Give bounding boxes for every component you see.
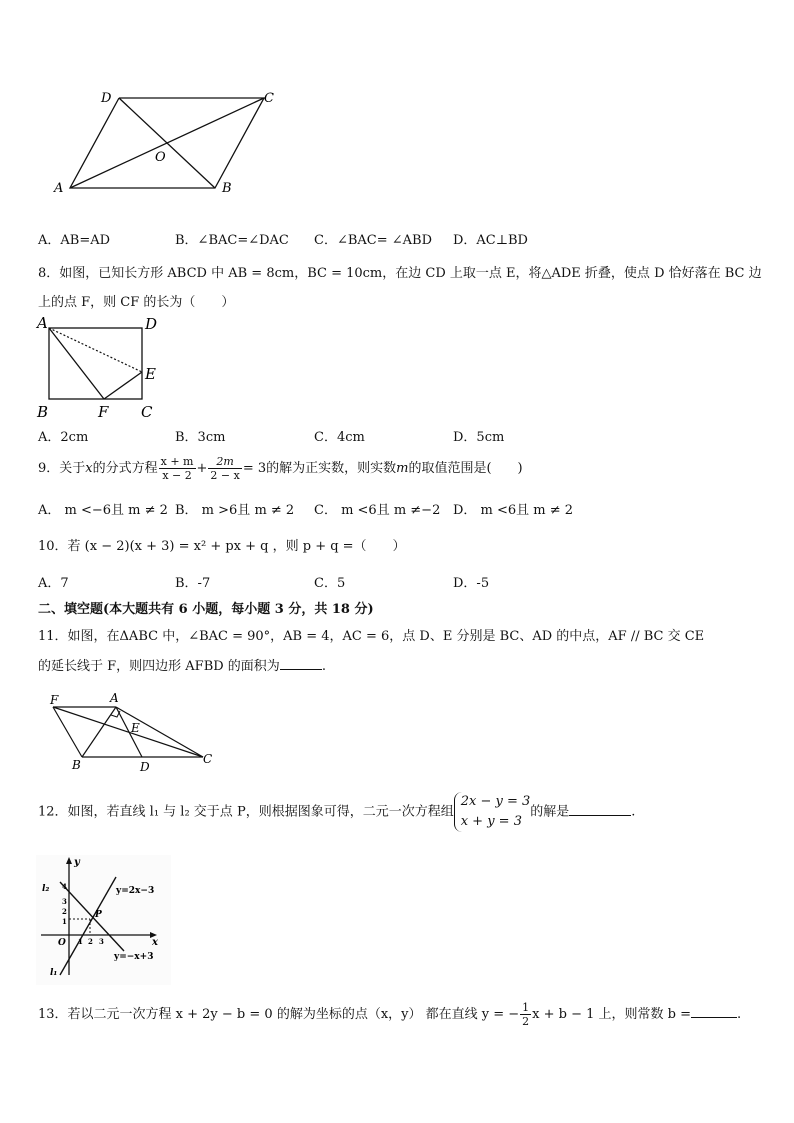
answer-blank[interactable]	[280, 657, 322, 670]
fraction-1: $\frac{x + m}{x - 2}$	[160, 455, 194, 482]
label-A: A	[37, 314, 48, 332]
label-E: E	[145, 365, 156, 383]
q8-line2: 上的点 F，则 CF 的长为（ ）	[38, 295, 235, 310]
q9-option-b[interactable]: B． m >6且 m ≠ 2	[175, 503, 295, 518]
figure-q12-graph	[36, 855, 171, 985]
label-C: C	[264, 91, 274, 106]
label-D: D	[101, 91, 112, 106]
q9-option-a[interactable]: A． m <−6且 m ≠ 2	[38, 503, 168, 518]
answer-blank[interactable]	[691, 1005, 737, 1018]
line-l2-label: l₂	[42, 884, 50, 894]
label-B: B	[222, 181, 232, 196]
label-F: F	[98, 403, 109, 421]
q7-option-d[interactable]: D．AC⊥BD	[453, 233, 528, 248]
label-D: D	[145, 315, 158, 333]
q9-question: 9．关于x的分式方程 $\frac{x + m}{x - 2}$ + $\frac{2m}{2 - x}$ = 3的解为正实数，则实数m的取值范围是( )	[38, 455, 523, 482]
q7-option-a[interactable]: A．AB=AD	[38, 233, 111, 248]
q10-question: 10．若 (x − 2)(x + 3) = x² + px + q ，则 p + q =（ ）	[38, 539, 406, 554]
tick-y-4: 4	[62, 882, 67, 891]
q7-option-c[interactable]: C．∠BAC= ∠ABD	[314, 233, 433, 248]
equation-system: 2x − y = 3 x + y = 3	[454, 792, 531, 832]
q7-option-b[interactable]: B．∠BAC=∠DAC	[175, 233, 289, 248]
tick-x-3: 3	[99, 937, 104, 946]
q9-option-c[interactable]: C． m <6且 m ≠−2	[314, 503, 441, 518]
label-C: C	[203, 752, 213, 766]
q8-options	[38, 426, 598, 444]
line-l1-label: l₁	[50, 968, 58, 978]
point-P-label: P	[95, 910, 102, 920]
fraction-2: $\frac{2m}{2 - x}$	[210, 455, 240, 482]
label-F: F	[50, 693, 59, 707]
label-E: E	[131, 721, 140, 735]
q9-options	[38, 499, 598, 517]
tick-x-1: 1	[78, 937, 83, 946]
q11-line1: 11．如图，在ΔABC 中，∠BAC = 90°，AB = 4，AC = 6，点 D、E 分别是 BC、AD 的中点，AF // BC 交 CE	[38, 629, 705, 644]
label-A: A	[54, 181, 64, 196]
q8-option-b[interactable]: B．3cm	[175, 430, 226, 445]
q9-option-d[interactable]: D． m <6且 m ≠ 2	[453, 503, 574, 518]
label-B: B	[72, 758, 81, 772]
tick-y-3: 3	[62, 897, 67, 906]
label-D: D	[140, 760, 150, 774]
line-a-equation: y=2x−3	[116, 886, 155, 896]
label-O: O	[155, 150, 166, 165]
tick-y-1: 1	[62, 917, 67, 926]
fraction-half: $\frac{1}{2}$	[522, 1001, 530, 1028]
q10-option-a[interactable]: A．7	[38, 576, 69, 591]
q10-option-b[interactable]: B．-7	[175, 576, 211, 591]
q8-option-d[interactable]: D．5cm	[453, 430, 505, 445]
figure-q11-triangle	[40, 687, 225, 775]
tick-x-2: 2	[88, 937, 93, 946]
tick-y-2: 2	[62, 907, 67, 916]
q10-option-c[interactable]: C．5	[314, 576, 346, 591]
section-heading-fill-in: 二、填空题(本大题共有 6 小题，每小题 3 分，共 18 分)	[38, 602, 374, 617]
q10-options	[38, 572, 598, 590]
q8-option-c[interactable]: C．4cm	[314, 430, 365, 445]
origin-label: O	[58, 938, 66, 948]
q13-question: 13．若以二元一次方程 x + 2y − b = 0 的解为坐标的点（x，y） 都在直线 y = − $\frac{1}{2}$ x + b − 1 上，则常数 b = .	[38, 1001, 742, 1028]
label-B: B	[37, 403, 49, 421]
axis-label-y: y	[74, 857, 80, 868]
label-A: A	[110, 691, 119, 705]
q8-option-a[interactable]: A．2cm	[38, 430, 89, 445]
q12-question: 12．如图，若直线 l₁ 与 l₂ 交于点 P，则根据图象可得，二元一次方程组 2x − y = 3 x + y = 3 的解是 .	[38, 792, 635, 832]
figure-rectangle-fold	[34, 312, 164, 422]
q7-options	[38, 229, 598, 247]
line-b-equation: y=−x+3	[114, 952, 154, 962]
answer-blank[interactable]	[569, 803, 631, 816]
q8-line1: 8．如图，已知长方形 ABCD 中 AB = 8cm，BC = 10cm，在边 CD 上取一点 E，将△ADE 折叠，使点 D 恰好落在 BC 边	[38, 266, 762, 281]
label-C: C	[141, 403, 153, 421]
q10-option-d[interactable]: D．-5	[453, 576, 490, 591]
figure-parallelogram	[45, 85, 285, 200]
axis-label-x: x	[152, 937, 158, 948]
q11-line2: 的延长线于 F，则四边形 AFBD 的面积为 .	[38, 659, 326, 674]
